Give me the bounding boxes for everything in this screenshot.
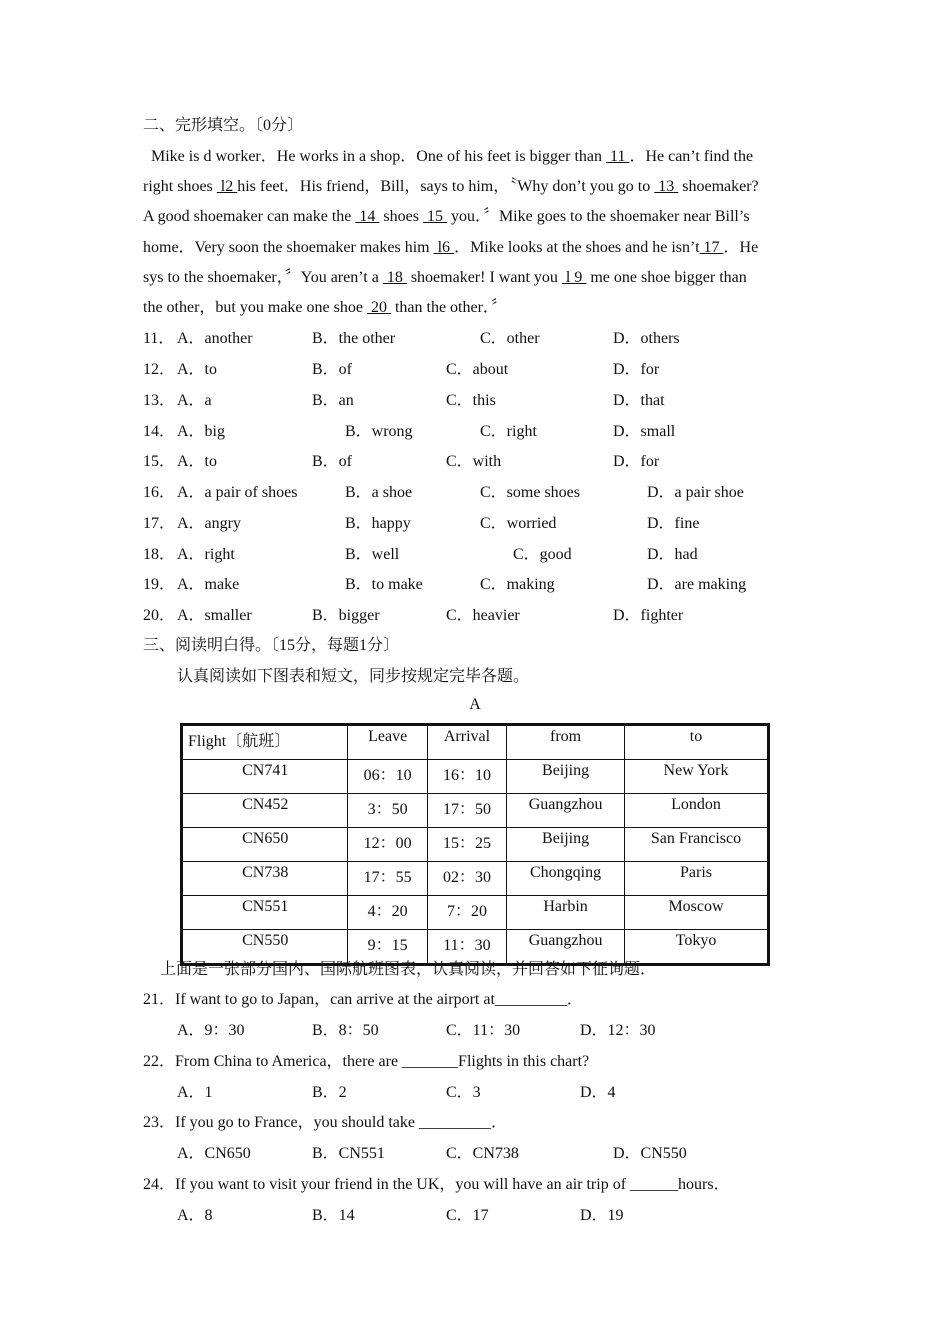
passage-text: A good shoemaker can make the xyxy=(143,208,356,225)
answer-option[interactable]: C．3 xyxy=(446,1084,481,1101)
answer-option[interactable]: B．to make xyxy=(345,576,423,593)
answer-option[interactable]: A．angry xyxy=(177,515,241,532)
passage-text: me one shoe bigger than xyxy=(586,269,747,286)
blank-number: 15 xyxy=(422,208,447,225)
answer-option[interactable]: C．right xyxy=(480,423,537,440)
passage-line xyxy=(143,268,747,288)
passage-text: ．He can’t find the xyxy=(629,148,754,165)
answer-option[interactable]: A．smaller xyxy=(177,607,252,624)
answer-option[interactable]: A．CN650 xyxy=(177,1145,251,1162)
blank-number: 11 xyxy=(606,148,630,165)
answer-option[interactable]: C．with xyxy=(446,453,502,470)
table-cell: Beijing xyxy=(507,760,625,794)
blank-number: 13 xyxy=(654,178,679,195)
question-text: If want to go to Japan，can arrive at the airport at_________． xyxy=(175,991,583,1008)
answer-option[interactable]: C．other xyxy=(480,330,540,347)
question-number: 16． xyxy=(143,484,176,501)
answer-option[interactable]: B．well xyxy=(345,546,400,563)
table-cell: CN551 xyxy=(182,896,348,930)
passage-text: than the other．〞 xyxy=(390,299,507,316)
answer-option[interactable]: A．9：30 xyxy=(177,1022,245,1039)
table-cell: New York xyxy=(625,760,769,794)
answer-option[interactable]: D．had xyxy=(647,546,698,563)
answer-option[interactable]: B．wrong xyxy=(345,423,413,440)
table-cell: London xyxy=(625,794,769,828)
table-cell: CN738 xyxy=(182,862,348,896)
table-cell: 17：55 xyxy=(348,862,427,896)
answer-option[interactable]: C．good xyxy=(513,546,572,563)
blank-number: 17 xyxy=(699,239,724,256)
answer-option[interactable]: A．right xyxy=(177,546,235,563)
passage-text: ．Mike looks at the shoes and he isn’t xyxy=(454,239,700,256)
answer-option[interactable]: A．1 xyxy=(177,1084,213,1101)
table-cell: CN550 xyxy=(182,930,348,965)
passage-text: his feet．His friend，Bill，says to him，〝Why don’t you go to xyxy=(237,178,655,195)
passage-text: ．He xyxy=(723,239,759,256)
table-header-cell: Arrival xyxy=(427,725,506,760)
answer-option[interactable]: D．fine xyxy=(647,515,700,532)
table-cell: 06：10 xyxy=(348,760,427,794)
table-row xyxy=(182,760,769,794)
table-note: 上面是一张部分国内、国际航班图表，认真阅读，并回答如下征询题． xyxy=(160,961,657,978)
answer-option[interactable]: D．19 xyxy=(580,1207,624,1224)
answer-option[interactable]: B．CN551 xyxy=(312,1145,385,1162)
blank-number: 18 xyxy=(382,269,407,286)
passage-text: shoemaker? xyxy=(678,178,759,195)
answer-option[interactable]: B．2 xyxy=(312,1084,347,1101)
answer-option[interactable]: A．a pair of shoes xyxy=(177,484,298,501)
answer-option[interactable]: A．a xyxy=(177,392,212,409)
table-row xyxy=(182,794,769,828)
answer-option[interactable]: D．are making xyxy=(647,576,747,593)
answer-option[interactable]: C．some shoes xyxy=(480,484,581,501)
table-cell: CN650 xyxy=(182,828,348,862)
table-row xyxy=(182,828,769,862)
passage-text: sys to the shoemaker，〞You aren’t a xyxy=(143,269,383,286)
table-cell: Guangzhou xyxy=(507,794,625,828)
question-number: 22． xyxy=(143,1053,176,1070)
answer-option[interactable]: D．12：30 xyxy=(580,1022,656,1039)
passage-line xyxy=(143,238,758,258)
answer-option[interactable]: D．small xyxy=(613,423,676,440)
answer-option[interactable]: D．CN550 xyxy=(613,1145,687,1162)
answer-option[interactable]: D．that xyxy=(613,392,665,409)
table-header-cell: Leave xyxy=(348,725,427,760)
question-number: 17． xyxy=(143,515,176,532)
question-number: 11． xyxy=(143,330,175,347)
table-cell: 02：30 xyxy=(427,862,506,896)
answer-option[interactable]: A．make xyxy=(177,576,240,593)
table-header-row xyxy=(182,725,769,760)
passage-text: you．〞Mike goes to the shoemaker near Bill’s xyxy=(446,208,750,225)
question-number: 18． xyxy=(143,546,176,563)
answer-option[interactable]: A．8 xyxy=(177,1207,213,1224)
answer-option[interactable]: B．the other xyxy=(312,330,396,347)
answer-option[interactable]: B．8：50 xyxy=(312,1022,379,1039)
table-cell: 3：50 xyxy=(348,794,427,828)
answer-option[interactable]: B．an xyxy=(312,392,354,409)
passage-text: shoemaker! I want you xyxy=(406,269,562,286)
answer-option[interactable]: C．11：30 xyxy=(446,1022,521,1039)
table-cell: 17：50 xyxy=(427,794,506,828)
blank-number: l6 xyxy=(433,239,455,256)
passage-line xyxy=(143,147,753,167)
answer-option[interactable]: C．17 xyxy=(446,1207,489,1224)
section-3-heading: 三、阅读明白得。〔15分，每题1分〕 xyxy=(143,637,400,654)
table-cell: San Francisco xyxy=(625,828,769,862)
table-cell: 12：00 xyxy=(348,828,427,862)
table-header-cell: to xyxy=(625,725,769,760)
passage-text: shoes xyxy=(379,208,423,225)
passage-text: Mike is d worker．He works in a shop．One of his feet is bigger than xyxy=(143,148,607,165)
answer-option[interactable]: A．big xyxy=(177,423,226,440)
answer-option[interactable]: D．fighter xyxy=(613,607,684,624)
blank-number: l 9 xyxy=(561,269,587,286)
table-cell: CN452 xyxy=(182,794,348,828)
table-cell: 11：30 xyxy=(427,930,506,965)
table-row xyxy=(182,862,769,896)
answer-option[interactable]: D．others xyxy=(613,330,680,347)
question-number: 20． xyxy=(143,607,176,624)
table-cell: 15：25 xyxy=(427,828,506,862)
table-cell: Moscow xyxy=(625,896,769,930)
table-cell: Beijing xyxy=(507,828,625,862)
question-number: 15． xyxy=(143,453,176,470)
answer-option[interactable]: B．14 xyxy=(312,1207,355,1224)
answer-option[interactable]: D．for xyxy=(613,453,660,470)
question-number: 14． xyxy=(143,423,176,440)
question-number: 19． xyxy=(143,576,176,593)
passage-line xyxy=(143,177,759,197)
table-row xyxy=(182,896,769,930)
answer-option[interactable]: C．this xyxy=(446,392,496,409)
table-cell: 16：10 xyxy=(427,760,506,794)
blank-number: l2 xyxy=(216,178,238,195)
table-cell: Tokyo xyxy=(625,930,769,965)
question-line xyxy=(143,1113,507,1133)
table-header-cell: Flight〔航班〕 xyxy=(182,725,348,760)
table-cell: 9：15 xyxy=(348,930,427,965)
blank-number: 14 xyxy=(355,208,380,225)
answer-option[interactable]: B．bigger xyxy=(312,607,380,624)
answer-option[interactable]: B．of xyxy=(312,453,353,470)
answer-option[interactable]: A．another xyxy=(177,330,253,347)
table-cell: Paris xyxy=(625,862,769,896)
table-cell: Harbin xyxy=(507,896,625,930)
section-3-instruction: 认真阅读如下图表和短文，同步按规定完毕各题。 xyxy=(177,668,530,685)
passage-line xyxy=(143,207,750,227)
question-number: 24． xyxy=(143,1176,176,1193)
answer-option[interactable]: C．CN738 xyxy=(446,1145,519,1162)
question-number: 21． xyxy=(143,991,176,1008)
answer-option[interactable]: B．a shoe xyxy=(345,484,413,501)
answer-option[interactable]: D．for xyxy=(613,361,660,378)
table-cell: CN741 xyxy=(182,760,348,794)
passage-text: right shoes xyxy=(143,178,217,195)
passage-line xyxy=(143,298,507,318)
answer-option[interactable]: C．making xyxy=(480,576,555,593)
flight-table xyxy=(180,723,770,966)
question-line xyxy=(143,1052,589,1072)
answer-option[interactable]: C．about xyxy=(446,361,509,378)
question-text: If you go to France，you should take _________． xyxy=(175,1114,507,1131)
question-line xyxy=(143,990,583,1010)
question-number: 13． xyxy=(143,392,176,409)
answer-option[interactable]: C．worried xyxy=(480,515,557,532)
question-text: If you want to visit your friend in the UK，you will have an air trip of ______hours． xyxy=(175,1176,730,1193)
answer-option[interactable]: D．4 xyxy=(580,1084,616,1101)
passage-text: the other，but you make one shoe xyxy=(143,299,367,316)
question-text: From China to America，there are _______Flights in this chart? xyxy=(175,1053,590,1070)
passage-text: home．Very soon the shoemaker makes him xyxy=(143,239,434,256)
table-cell: 7：20 xyxy=(427,896,506,930)
part-label: A xyxy=(469,696,481,713)
blank-number: 20 xyxy=(366,299,391,316)
answer-option[interactable]: B．happy xyxy=(345,515,411,532)
section-2-heading: 二、完形填空。〔0分〕 xyxy=(143,117,304,134)
table-cell: 4：20 xyxy=(348,896,427,930)
question-number: 12． xyxy=(143,361,176,378)
answer-option[interactable]: A．to xyxy=(177,361,218,378)
answer-option[interactable]: B．of xyxy=(312,361,353,378)
question-line xyxy=(143,1175,730,1195)
answer-option[interactable]: D．a pair shoe xyxy=(647,484,744,501)
question-number: 23． xyxy=(143,1114,176,1131)
answer-option[interactable]: C．heavier xyxy=(446,607,520,624)
table-cell: Chongqing xyxy=(507,862,625,896)
table-header-cell: from xyxy=(507,725,625,760)
answer-option[interactable]: A．to xyxy=(177,453,218,470)
table-cell: Guangzhou xyxy=(507,930,625,965)
